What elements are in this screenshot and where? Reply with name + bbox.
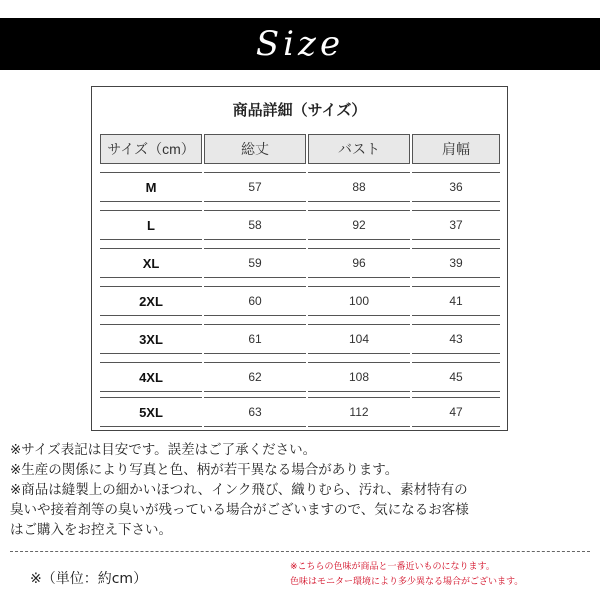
note-line: ※サイズ表記は目安です。誤差はご了承ください。 [10, 442, 317, 458]
bust-cell: 104 [308, 324, 410, 354]
length-cell: 60 [204, 286, 306, 316]
table-row [92, 286, 507, 324]
table-row [92, 397, 507, 435]
length-cell: 58 [204, 210, 306, 240]
table-header-row [92, 134, 507, 172]
bust-cell: 108 [308, 362, 410, 392]
dashed-divider [10, 551, 590, 552]
size-table [91, 86, 508, 431]
size-cell: 2XL [100, 286, 202, 316]
bust-cell: 112 [308, 397, 410, 427]
table-row [92, 362, 507, 400]
length-cell: 62 [204, 362, 306, 392]
note-line: ※生産の関係により写真と色、柄が若干異なる場合があります。 [10, 462, 399, 478]
size-banner [0, 18, 600, 70]
disclaimer-line: ※こちらの色味が商品と一番近いものになります。 [290, 562, 495, 572]
bust-cell: 88 [308, 172, 410, 202]
disclaimer-line: 色味はモニター環境により多少異なる場合がございます。 [290, 577, 524, 587]
banner-title: Size [255, 24, 345, 64]
table-title: 商品詳細（サイズ） [232, 100, 367, 119]
size-cell: L [100, 210, 202, 240]
size-cell: 3XL [100, 324, 202, 354]
shoulder-cell: 36 [412, 172, 500, 202]
length-cell: 63 [204, 397, 306, 427]
table-row [92, 324, 507, 362]
bust-cell: 100 [308, 286, 410, 316]
shoulder-cell: 41 [412, 286, 500, 316]
shoulder-cell: 45 [412, 362, 500, 392]
length-cell: 57 [204, 172, 306, 202]
length-cell: 61 [204, 324, 306, 354]
note-line: はご購入をお控え下さい。 [10, 522, 172, 538]
color-disclaimer [290, 560, 590, 590]
note-line: 臭いや接着剤等の臭いが残っている場合がございますので、気になるお客様 [10, 502, 469, 518]
size-cell: XL [100, 248, 202, 278]
shoulder-cell: 39 [412, 248, 500, 278]
header-size: サイズ（cm） [100, 134, 202, 164]
size-cell: 4XL [100, 362, 202, 392]
shoulder-cell: 37 [412, 210, 500, 240]
note-line: ※商品は縫製上の細かいほつれ、インク飛び、織りむら、汚れ、素材特有の [10, 482, 468, 498]
table-row [92, 210, 507, 248]
shoulder-cell: 43 [412, 324, 500, 354]
header-shoulder: 肩幅 [412, 134, 500, 164]
unit-note: ※（単位：約cm） [30, 571, 148, 587]
length-cell: 59 [204, 248, 306, 278]
size-cell: M [100, 172, 202, 202]
header-length: 総丈 [204, 134, 306, 164]
bust-cell: 92 [308, 210, 410, 240]
header-bust: バスト [308, 134, 410, 164]
table-row [92, 248, 507, 286]
shoulder-cell: 47 [412, 397, 500, 427]
bust-cell: 96 [308, 248, 410, 278]
notes [10, 440, 595, 540]
table-row [92, 172, 507, 210]
size-cell: 5XL [100, 397, 202, 427]
